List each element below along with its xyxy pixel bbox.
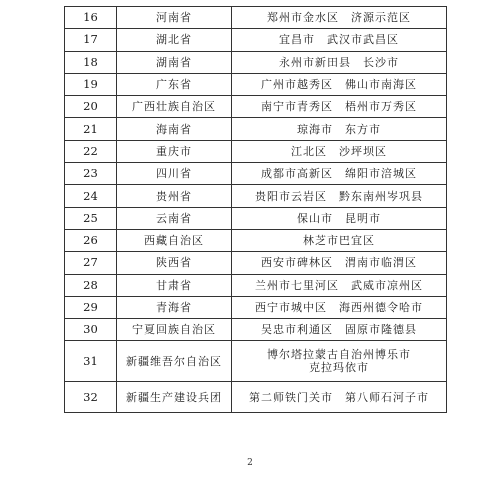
table-row [65,319,447,341]
cities-cell: 宜昌市 武汉市武昌区 [232,29,447,51]
row-number: 23 [65,163,117,185]
row-number: 19 [65,73,117,95]
cities-cell: 成都市高新区 绵阳市涪城区 [232,163,447,185]
cities-cell: 西安市碑林区 渭南市临渭区 [232,252,447,274]
province-cell: 新疆生产建设兵团 [117,382,232,413]
province-cell: 宁夏回族自治区 [117,319,232,341]
province-cell: 四川省 [117,163,232,185]
row-number: 27 [65,252,117,274]
cities-cell: 广州市越秀区 佛山市南海区 [232,73,447,95]
row-number: 29 [65,296,117,318]
table-row [65,163,447,185]
row-number: 26 [65,229,117,251]
table-row [65,382,447,413]
row-number: 24 [65,185,117,207]
row-number: 17 [65,29,117,51]
row-number: 32 [65,382,117,413]
province-cell: 贵州省 [117,185,232,207]
cities-cell: 郑州市金水区 济源示范区 [232,7,447,29]
cities-line: 博尔塔拉蒙古自治州博乐市 [267,348,411,362]
province-cell: 重庆市 [117,140,232,162]
cities-line: 克拉玛依市 [309,361,369,375]
province-cell: 陕西省 [117,252,232,274]
row-number: 22 [65,140,117,162]
table-row [65,51,447,73]
province-cell: 云南省 [117,207,232,229]
row-number: 28 [65,274,117,296]
table-row [65,207,447,229]
page-number: 2 [247,458,253,468]
province-cell: 湖北省 [117,29,232,51]
province-cell: 新疆维吾尔自治区 [117,341,232,382]
cities-cell: 永州市新田县 长沙市 [232,51,447,73]
province-cell: 广东省 [117,73,232,95]
table-row [65,341,447,382]
province-cell: 湖南省 [117,51,232,73]
cities-cell: 兰州市七里河区 武威市凉州区 [232,274,447,296]
row-number: 31 [65,341,117,382]
cities-cell: 琼海市 东方市 [232,118,447,140]
cities-cell: 保山市 昆明市 [232,207,447,229]
table-row [65,73,447,95]
table-row [65,252,447,274]
table-row [65,185,447,207]
province-cell: 西藏自治区 [117,229,232,251]
cities-cell: 第二师铁门关市 第八师石河子市 [232,382,447,413]
row-number: 30 [65,319,117,341]
table-row [65,7,447,29]
regions-table-body [65,7,447,413]
province-cell: 青海省 [117,296,232,318]
table-row [65,96,447,118]
cities-cell [232,341,447,382]
province-cell: 广西壮族自治区 [117,96,232,118]
table-row [65,229,447,251]
table-row [65,29,447,51]
cities-cell: 江北区 沙坪坝区 [232,140,447,162]
row-number: 16 [65,7,117,29]
province-cell: 河南省 [117,7,232,29]
table-row [65,118,447,140]
row-number: 25 [65,207,117,229]
province-cell: 海南省 [117,118,232,140]
table-row [65,296,447,318]
regions-table [64,6,447,413]
row-number: 20 [65,96,117,118]
cities-cell: 西宁市城中区 海西州德令哈市 [232,296,447,318]
table-row [65,140,447,162]
cities-cell: 南宁市青秀区 梧州市万秀区 [232,96,447,118]
cities-cell: 林芝市巴宜区 [232,229,447,251]
row-number: 18 [65,51,117,73]
cities-cell: 贵阳市云岩区 黔东南州岑巩县 [232,185,447,207]
province-cell: 甘肃省 [117,274,232,296]
row-number: 21 [65,118,117,140]
table-row [65,274,447,296]
cities-cell: 吴忠市利通区 固原市隆德县 [232,319,447,341]
